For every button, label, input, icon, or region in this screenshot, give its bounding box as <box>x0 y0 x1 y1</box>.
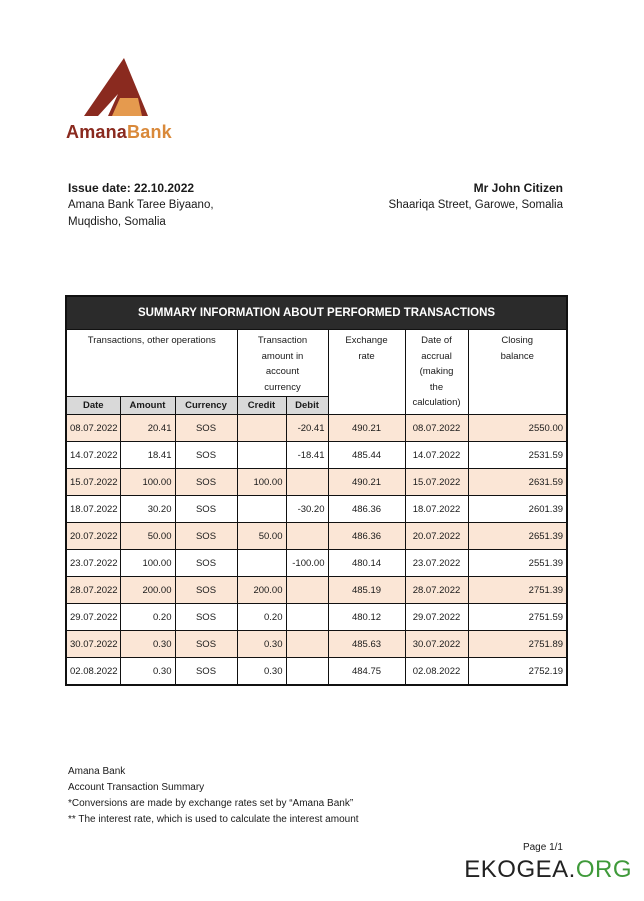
cell-rate: 480.14 <box>328 550 405 577</box>
cell-date: 23.07.2022 <box>66 550 120 577</box>
table-row <box>66 415 567 442</box>
cell-debit: -100.00 <box>286 550 328 577</box>
cell-date: 18.07.2022 <box>66 496 120 523</box>
header-line: currency <box>264 381 301 393</box>
table-row <box>66 631 567 658</box>
footer-notes <box>68 764 359 828</box>
header-line: Closing <box>501 335 534 346</box>
cell-balance: 2601.39 <box>468 496 567 523</box>
footer-line3: *Conversions are made by exchange rates set by “Amana Bank” <box>68 798 354 809</box>
watermark-ext: ORG <box>575 856 632 883</box>
watermark-main: EKOGEA. <box>464 856 576 883</box>
cell-rate: 485.19 <box>328 577 405 604</box>
cell-credit: 50.00 <box>237 523 286 550</box>
cell-rate: 485.63 <box>328 631 405 658</box>
cell-date: 14.07.2022 <box>66 442 120 469</box>
cell-rate: 484.75 <box>328 658 405 686</box>
cell-debit: -18.41 <box>286 442 328 469</box>
header-line: Transaction <box>257 335 308 346</box>
cell-balance: 2751.59 <box>468 604 567 631</box>
header-date-of-accrual <box>405 330 468 415</box>
cell-credit <box>237 442 286 469</box>
table-row <box>66 577 567 604</box>
table-row <box>66 496 567 523</box>
cell-currency: SOS <box>175 604 237 631</box>
cell-date: 08.07.2022 <box>66 415 120 442</box>
cell-currency: SOS <box>175 550 237 577</box>
cell-accrual: 08.07.2022 <box>405 415 468 442</box>
cell-credit <box>237 550 286 577</box>
cell-rate: 480.12 <box>328 604 405 631</box>
cell-amount: 50.00 <box>120 523 175 550</box>
cell-balance: 2651.39 <box>468 523 567 550</box>
watermark <box>464 856 632 884</box>
cell-accrual: 20.07.2022 <box>405 523 468 550</box>
header-line: balance <box>500 350 534 362</box>
cell-accrual: 15.07.2022 <box>405 469 468 496</box>
logo-wordmark <box>66 122 172 143</box>
cell-credit: 0.20 <box>237 604 286 631</box>
subheader-date: Date <box>66 397 120 415</box>
cell-amount: 0.30 <box>120 658 175 686</box>
issue-date: Issue date: 22.10.2022 <box>68 181 195 195</box>
cell-accrual: 29.07.2022 <box>405 604 468 631</box>
cell-balance: 2751.89 <box>468 631 567 658</box>
cell-rate: 490.21 <box>328 469 405 496</box>
header-line: accrual <box>421 350 452 362</box>
cell-currency: SOS <box>175 523 237 550</box>
cell-credit: 0.30 <box>237 631 286 658</box>
cell-currency: SOS <box>175 442 237 469</box>
cell-balance: 2550.00 <box>468 415 567 442</box>
footer-line2: Account Transaction Summary <box>68 782 205 793</box>
header-amount-in-account <box>237 330 328 397</box>
client-name: Mr John Citizen <box>473 181 563 195</box>
header-closing-balance <box>468 330 567 415</box>
subheader-debit: Debit <box>286 397 328 415</box>
table-row <box>66 658 567 686</box>
cell-balance: 2752.19 <box>468 658 567 686</box>
header-line: (making <box>419 366 454 377</box>
cell-accrual: 18.07.2022 <box>405 496 468 523</box>
header-line: Date of <box>421 335 452 346</box>
cell-rate: 490.21 <box>328 415 405 442</box>
footer-line4: ** The interest rate, which is used to calculate the interest amount <box>68 814 359 825</box>
logo-mark-icon <box>82 58 154 120</box>
cell-date: 15.07.2022 <box>66 469 120 496</box>
header-line: account <box>265 366 300 377</box>
cell-amount: 20.41 <box>120 415 175 442</box>
transactions-table <box>65 295 568 686</box>
header-line: rate <box>358 350 375 362</box>
cell-currency: SOS <box>175 658 237 686</box>
cell-balance: 2751.39 <box>468 577 567 604</box>
cell-debit <box>286 658 328 686</box>
cell-amount: 100.00 <box>120 550 175 577</box>
cell-debit <box>286 631 328 658</box>
cell-amount: 200.00 <box>120 577 175 604</box>
cell-rate: 485.44 <box>328 442 405 469</box>
subheader-currency: Currency <box>175 397 237 415</box>
cell-credit <box>237 496 286 523</box>
cell-credit: 200.00 <box>237 577 286 604</box>
table-row <box>66 550 567 577</box>
table-row <box>66 469 567 496</box>
issuer-address-line1: Amana Bank Taree Biyaano, <box>68 199 214 211</box>
header-line: Exchange <box>345 335 388 346</box>
cell-credit: 0.30 <box>237 658 286 686</box>
table-row <box>66 442 567 469</box>
cell-date: 20.07.2022 <box>66 523 120 550</box>
cell-balance: 2531.59 <box>468 442 567 469</box>
cell-debit <box>286 523 328 550</box>
logo-name-part2: Bank <box>127 122 172 142</box>
table-row <box>66 523 567 550</box>
cell-debit: -20.41 <box>286 415 328 442</box>
cell-currency: SOS <box>175 415 237 442</box>
cell-amount: 30.20 <box>120 496 175 523</box>
cell-debit <box>286 604 328 631</box>
cell-rate: 486.36 <box>328 496 405 523</box>
header-line: calculation) <box>412 397 461 408</box>
client-address: Shaariqa Street, Garowe, Somalia <box>388 199 563 211</box>
cell-date: 28.07.2022 <box>66 577 120 604</box>
logo-name-part1: Amana <box>66 122 128 142</box>
cell-debit: -30.20 <box>286 496 328 523</box>
cell-accrual: 14.07.2022 <box>405 442 468 469</box>
table-title: SUMMARY INFORMATION ABOUT PERFORMED TRANSACTIONS <box>66 296 567 330</box>
header-exchange-rate <box>328 330 405 415</box>
cell-date: 02.08.2022 <box>66 658 120 686</box>
cell-debit <box>286 577 328 604</box>
cell-balance: 2631.59 <box>468 469 567 496</box>
cell-accrual: 28.07.2022 <box>405 577 468 604</box>
cell-date: 29.07.2022 <box>66 604 120 631</box>
client-block <box>388 180 563 214</box>
cell-amount: 0.30 <box>120 631 175 658</box>
header-line: amount in <box>261 350 304 362</box>
cell-balance: 2551.39 <box>468 550 567 577</box>
page-number: Page 1/1 <box>522 842 563 853</box>
header-line: the <box>429 381 444 393</box>
bank-logo <box>66 58 176 148</box>
cell-currency: SOS <box>175 577 237 604</box>
cell-currency: SOS <box>175 631 237 658</box>
cell-currency: SOS <box>175 496 237 523</box>
cell-date: 30.07.2022 <box>66 631 120 658</box>
header-transactions: Transactions, other operations <box>66 330 237 397</box>
cell-accrual: 30.07.2022 <box>405 631 468 658</box>
cell-credit: 100.00 <box>237 469 286 496</box>
cell-currency: SOS <box>175 469 237 496</box>
cell-amount: 18.41 <box>120 442 175 469</box>
issuer-block <box>68 180 214 231</box>
table-row <box>66 604 567 631</box>
subheader-credit: Credit <box>237 397 286 415</box>
cell-rate: 486.36 <box>328 523 405 550</box>
cell-amount: 100.00 <box>120 469 175 496</box>
subheader-amount: Amount <box>120 397 175 415</box>
cell-amount: 0.20 <box>120 604 175 631</box>
cell-accrual: 02.08.2022 <box>405 658 468 686</box>
issuer-address-line2: Muqdisho, Somalia <box>68 216 166 228</box>
cell-credit <box>237 415 286 442</box>
footer-line1: Amana Bank <box>68 766 126 777</box>
cell-accrual: 23.07.2022 <box>405 550 468 577</box>
cell-debit <box>286 469 328 496</box>
